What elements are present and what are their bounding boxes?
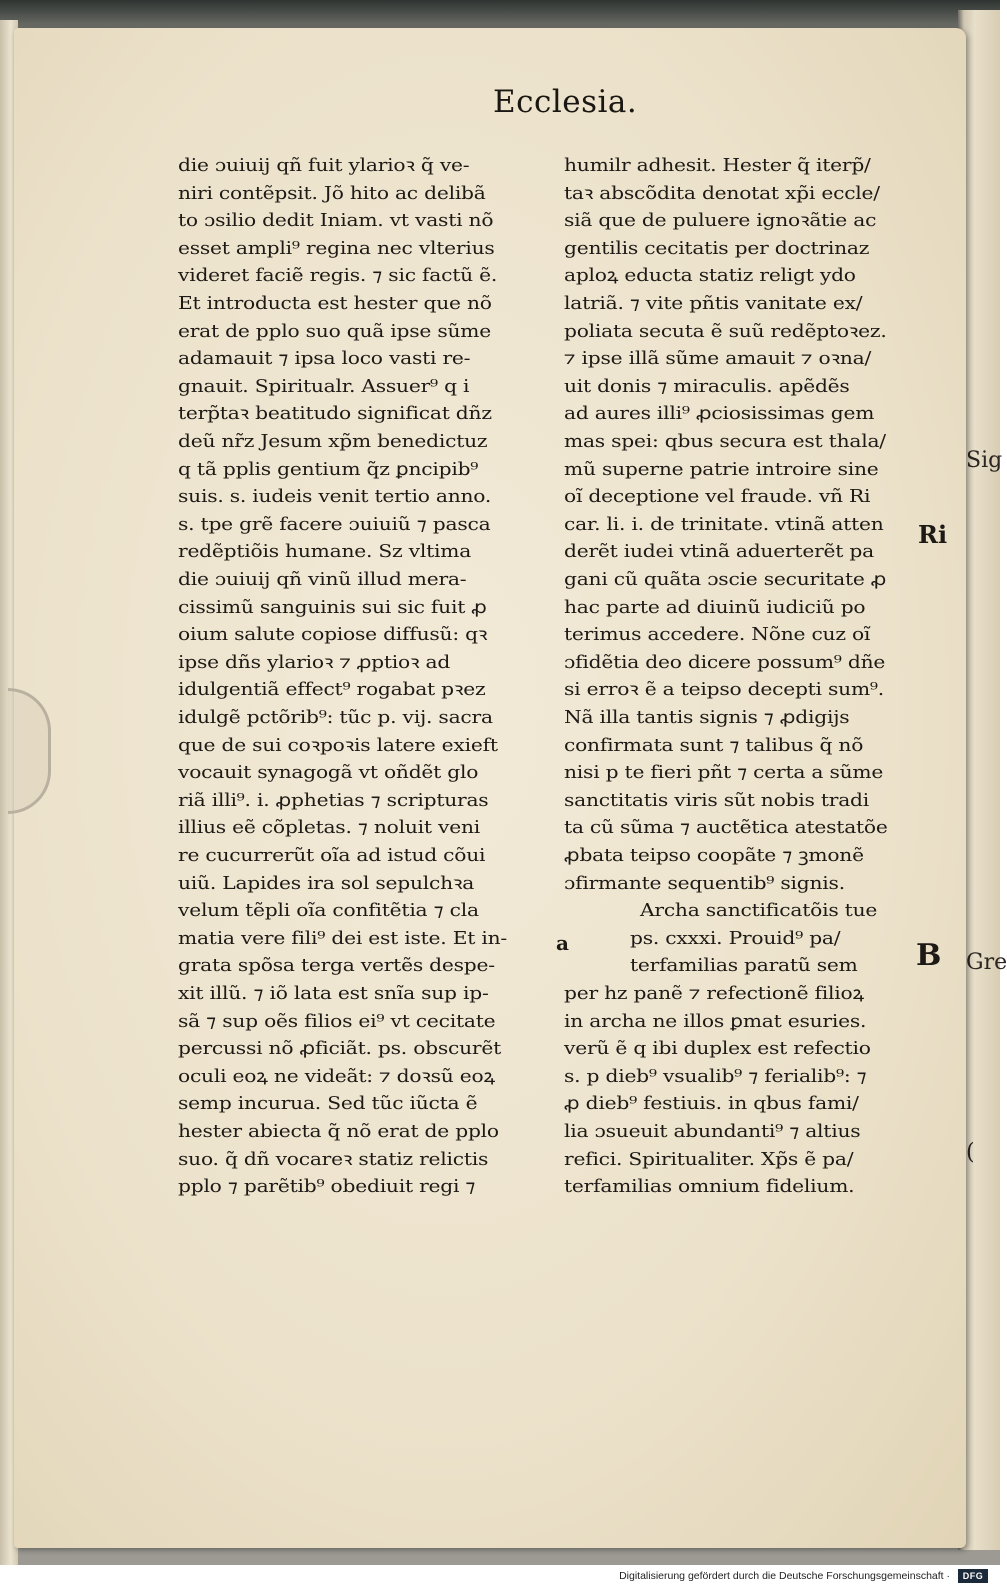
text-line: gani cũ quãta ɔscie securitate ꝓ [564,570,887,590]
text-line: Et introducta est hester que nõ [178,294,492,314]
text-line: hester abiecta q̃ nõ erat de pplo [178,1122,499,1142]
text-line: cissimũ sanguinis sui sic fuit ꝓ [178,597,487,618]
text-line: pplo ⁊ parẽtib⁹ obediuit regi ⁊ [178,1177,476,1198]
text-line: terfamilias omnium fidelium. [564,1177,855,1198]
text-line: ɔfidẽtia deo dicere possum⁹ dñe [564,652,886,673]
text-line: vocauit synagogã vt oñdẽt glo [178,763,479,784]
text-line: die ɔuiuij qñ vinũ illud mera- [178,570,467,590]
text-line: terfamilias paratũ sem [630,956,858,977]
text-line: percussi nõ ꝓficiãt. ps. obscurẽt [178,1039,502,1060]
text-line: illius eẽ cõpletas. ⁊ noluit veni [178,818,481,839]
text-line: suo. q̃ dñ vocareꝛ statiz relictis [178,1149,489,1170]
text-line: re cucurrerũt oĩa ad istud cõui [178,846,486,866]
text-line: nisi p te fieri pñt ⁊ certa a sũme [564,763,884,784]
text-line: xit illũ. ⁊ iõ lata est snĩa sup ip- [178,984,489,1004]
text-line: Archa sanctificatõis tue [640,901,878,922]
text-line: videret faciẽ regis. ⁊ sic factũ ẽ. [178,266,498,287]
text-line: Nã illa tantis signis ⁊ ꝓdigijs [564,708,850,728]
text-line: ad aures illi⁹ ꝓciosissimas gem [564,404,875,425]
text-line: ꝓ dieb⁹ festiuis. in qbus fami/ [564,1094,859,1115]
text-line: terimus accedere. Nõne cuz oĩ [564,625,871,646]
dfg-logo: DFG [958,1569,988,1583]
text-line: confirmata sunt ⁊ talibus q̃ nõ [564,735,864,756]
text-line: derẽt iudei vtinã aduerterẽt pa [564,542,874,563]
text-line: mas spei: qbus secura est thala/ [564,432,886,452]
footer-credit: Digitalisierung gefördert durch die Deutsche Forschungsgemeinschaft · [619,1570,950,1582]
text-line: per hz panẽ ⁊ refectionẽ filioꝝ [564,984,864,1004]
text-line: refici. Spiritualiter. Xp̃s ẽ pa/ [564,1149,854,1170]
text-line: idulgẽ pctõrib⁹: tũc p. vij. sacra [178,708,493,728]
text-line: riã illi⁹. i. ꝓphetias ⁊ scripturas [178,790,489,811]
text-line: q tã pplis gentium q̃z ꝑncipib⁹ [178,459,479,480]
text-line: oĩ deceptione vel fraude. vñ Ri [564,487,871,508]
text-line: ɔfirmante sequentib⁹ signis. [564,873,845,894]
text-line: redẽptiõis humane. Sz vltima [178,542,472,563]
adjacent-page-fragment: ( [966,1140,975,1165]
text-line: gnauit. Spiritualr. Assuer⁹ q i [178,376,470,397]
text-line: humilr adhesit. Hester q̃ iterp̃/ [564,156,871,176]
text-line: to ɔsilio dedit Iniam. vt vasti nõ [178,211,494,232]
margin-note: B [916,938,942,973]
text-line: hac parte ad diuinũ iudiciũ po [564,597,866,618]
text-line: ⁊ ipse illã sũme amauit ⁊ oꝛna/ [564,349,872,370]
text-line: ta cũ sũma ⁊ auctẽtica atestatõe [564,818,888,839]
text-line: uit donis ⁊ miraculis. apẽdẽs [564,376,850,397]
text-line: sanctitatis viris sũt nobis tradi [564,790,870,811]
text-line: ps. cxxxi. Prouid⁹ pa/ [630,928,841,949]
text-line: terp̃taꝛ beatitudo significat dñz [178,404,492,425]
text-line: velum tẽpli oĩa confitẽtia ⁊ cla [178,901,479,922]
text-line: oculi eoꝝ ne videãt: ⁊ doꝛsũ eoꝝ [178,1066,495,1087]
text-line: verũ ẽ q ibi duplex est refectio [564,1039,871,1060]
text-line: sã ⁊ sup oẽs filios ei⁹ vt cecitate [178,1011,496,1032]
text-line: suis. s. iudeis venit tertio anno. [178,487,492,508]
text-line: mũ superne patrie introire sine [564,459,879,480]
text-line: latriã. ⁊ vite pñtis vanitate ex/ [564,294,863,314]
text-line: deũ nr̃z Jesum xp̃m benedictuz [178,432,488,452]
adjacent-page-fragment: Gre [966,950,1007,975]
text-line: erat de pplo suo quã ipse sũme [178,321,492,342]
running-head: Ecclesia. [493,84,638,120]
text-line: in archa ne illos ꝑmat esuries. [564,1011,867,1032]
text-line: niri contẽpsit. Jõ hito ac delibã [178,183,486,204]
text-line: matia vere fili⁹ dei est iste. Et in- [178,928,508,949]
text-line: ꝓbata teipso coopãte ⁊ ꝫmonẽ [564,846,864,866]
text-line: ipse dñs ylarioꝛ ⁊ ꝓptioꝛ ad [178,652,451,673]
text-line: idulgentiã effect⁹ rogabat pꝛez [178,680,486,701]
text-line: car. li. i. de trinitate. vtinã atten [564,514,884,535]
text-line: adamauit ⁊ ipsa loco vasti re- [178,349,471,370]
text-line: que de sui coꝛpoꝛis latere exieft [178,735,498,756]
footer-bar [0,1565,1000,1589]
initial-letter: a [556,930,569,955]
text-line: lia ɔsueuit abundanti⁹ ⁊ altius [564,1122,861,1142]
margin-note: Ri [918,520,948,549]
text-line: die ɔuiuij qñ fuit ylarioꝛ q̃ ve- [178,156,470,176]
text-line: gentilis cecitatis per doctrinaz [564,238,870,259]
text-line: oium salute copiose diffusũ: qꝛ [178,625,488,646]
text-line: aploꝝ educta statiz religt ydo [564,266,856,287]
adjacent-page-fragment: Sig [966,448,1003,473]
text-line: uiũ. Lapides ira sol sepulchꝛa [178,873,475,894]
text-line: si erroꝛ ẽ a teipso decepti sum⁹. [564,680,885,701]
text-line: s. tpe grẽ facere ɔuiuiũ ⁊ pasca [178,514,491,535]
text-line: semp incurua. Sed tũc iũcta ẽ [178,1094,478,1115]
clasp-ring-icon [8,688,51,814]
text-line: grata spõsa terga vertẽs despe- [178,956,495,977]
text-line: taꝛ abscõdita denotat xp̃i eccle/ [564,183,880,204]
text-line: poliata secuta ẽ suũ redẽptoꝛez. [564,321,887,342]
text-line: esset ampli⁹ regina nec vlterius [178,238,495,259]
text-line: siã que de puluere ignoꝛãtie ac [564,211,877,232]
text-line: s. p dieb⁹ vsualib⁹ ⁊ ferialib⁹: ⁊ [564,1066,867,1087]
